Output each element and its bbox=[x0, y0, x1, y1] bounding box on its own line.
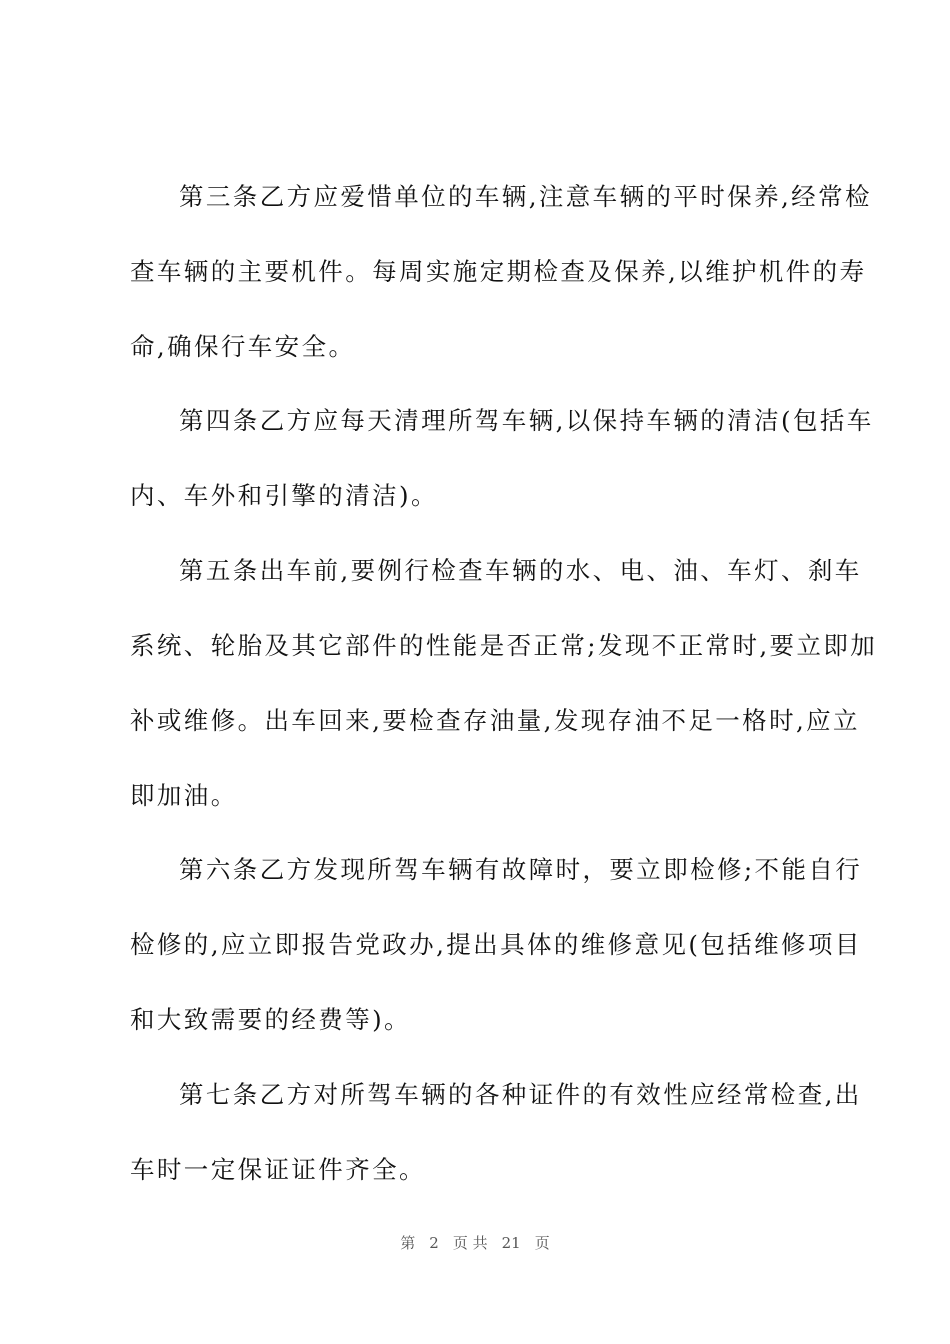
paragraph-3-line-2: 查车辆的主要机件。每周实施定期检查及保养,以维护机件的寿 bbox=[130, 257, 867, 286]
paragraph-4-line-1: 第四条乙方应每天清理所驾车辆,以保持车辆的清洁(包括车 bbox=[179, 406, 874, 435]
paragraph-3-line-3: 命,确保行车安全。 bbox=[130, 332, 356, 361]
footer-pages-label: 页 bbox=[534, 1234, 550, 1252]
paragraph-3-line-1: 第三条乙方应爱惜单位的车辆,注意车辆的平时保养,经常检 bbox=[179, 182, 872, 211]
paragraph-4-line-2: 内、车外和引擎的清洁)。 bbox=[130, 481, 438, 510]
footer-page-label: 第 bbox=[400, 1234, 416, 1252]
footer-current-page: 2 bbox=[429, 1234, 439, 1252]
page-footer bbox=[0, 1232, 950, 1253]
paragraph-5-line-1: 第五条出车前,要例行检查车辆的水、电、油、车灯、刹车 bbox=[179, 556, 862, 585]
paragraph-6-line-1: 第六条乙方发现所驾车辆有故障时，要立即检修;不能自行 bbox=[179, 855, 863, 884]
paragraph-5-line-4: 即加油。 bbox=[130, 781, 238, 810]
footer-of-label: 页 共 bbox=[452, 1234, 488, 1252]
paragraph-7-line-2: 车时一定保证证件齐全。 bbox=[130, 1155, 426, 1184]
paragraph-6-line-2: 检修的,应立即报告党政办,提出具体的维修意见(包括维修项目 bbox=[130, 930, 862, 959]
paragraph-6-line-3: 和大致需要的经费等)。 bbox=[130, 1005, 411, 1034]
paragraph-5-line-3: 补或维修。出车回来,要检查存油量,发现存油不足一格时,应立 bbox=[130, 706, 860, 735]
paragraph-7-line-1: 第七条乙方对所驾车辆的各种证件的有效性应经常检查,出 bbox=[179, 1080, 862, 1109]
paragraph-5-line-2: 系统、轮胎及其它部件的性能是否正常;发现不正常时,要立即加 bbox=[130, 631, 878, 660]
footer-total-pages: 21 bbox=[501, 1234, 521, 1252]
